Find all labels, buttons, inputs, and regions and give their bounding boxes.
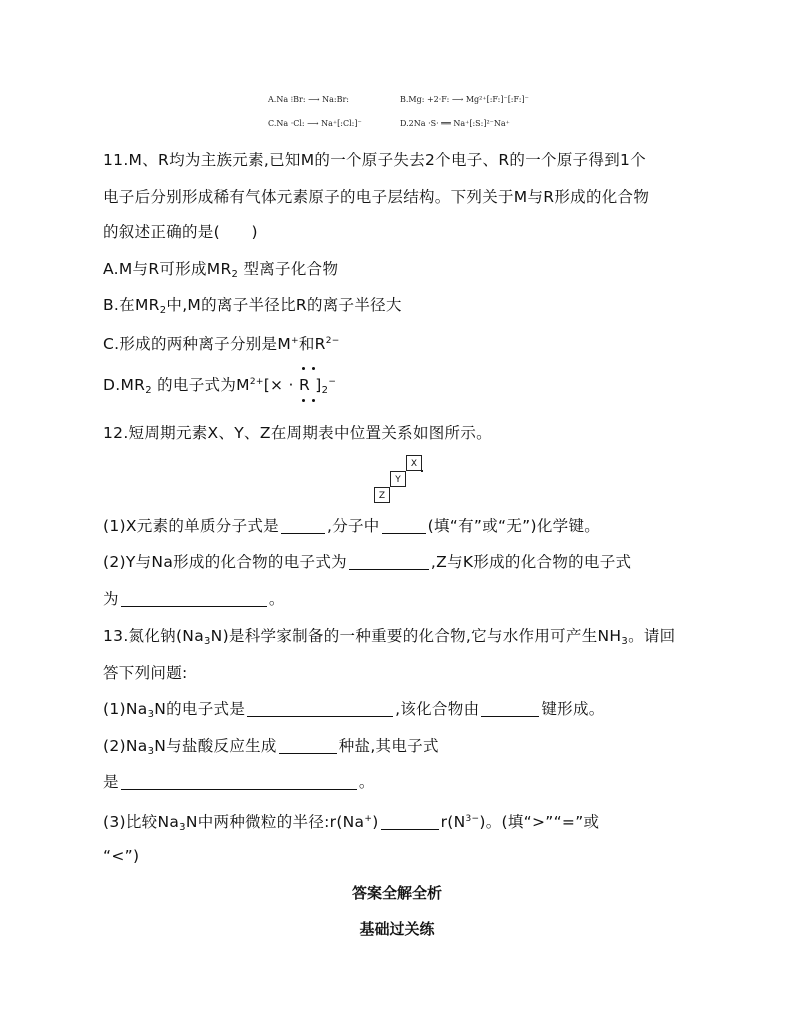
q12-part2-cont	[103, 589, 285, 609]
electron-dot	[302, 399, 305, 402]
electron-dot	[312, 367, 315, 370]
q11-option-c[interactable]	[103, 331, 340, 354]
q13-line2: 答下列问题:	[103, 664, 188, 682]
q11-option-b-tail: 中,M的离子半径比R的离子半径大	[166, 296, 402, 314]
q12-part2-a: (2)Y与Na形成的化合物的电子式为	[103, 553, 347, 571]
q13-part1	[103, 699, 605, 725]
q11-option-c-sup1: +	[291, 336, 299, 346]
q13-line1-sub: 3	[204, 636, 211, 647]
q13-part2-d: 是	[103, 773, 119, 791]
q13-part2-a: (2)Na	[103, 737, 148, 755]
q13-part2-b: N与盐酸反应生成	[154, 737, 277, 755]
q11-line3: 的叙述正确的是( )	[103, 223, 258, 241]
q12-part1	[103, 516, 600, 536]
q11-option-b-text: B.在MR	[103, 296, 160, 314]
q12-part1-a: (1)X元素的单质分子式是	[103, 517, 279, 535]
q11-option-c-sup2: 2−	[325, 336, 340, 346]
q11-option-d-sub2: 2	[321, 385, 329, 396]
option-a-formula: A.Na ⁝Br: ⟶ Na:Br:	[268, 95, 349, 104]
q11-option-d-sup: 2+	[249, 377, 264, 387]
answer-blank[interactable]	[247, 700, 393, 717]
q13-part1-d: 键形成。	[541, 700, 605, 718]
q11-option-d-sub: 2	[145, 385, 152, 396]
answer-blank[interactable]	[281, 517, 325, 534]
q12-part2-d: 。	[268, 590, 285, 608]
q13-part2	[103, 736, 439, 762]
q13-line1	[103, 626, 675, 652]
q11-option-a-tail: 型离子化合物	[243, 260, 339, 278]
q11-option-d-bracket: [× · R ]	[263, 376, 322, 394]
q13-part1-b: N的电子式是	[154, 700, 246, 718]
electron-dot	[312, 399, 315, 402]
answer-blank[interactable]	[481, 700, 539, 717]
option-b-formula: B.Mg: +2·F: ⟶ Mg²⁺[:F:]⁻[:F:]⁻	[400, 95, 529, 104]
answer-blank[interactable]	[121, 590, 267, 607]
q11-option-c-mid: 和R	[298, 335, 326, 353]
ladder-step	[421, 470, 423, 472]
answer-blank[interactable]	[382, 517, 426, 534]
q12-part2	[103, 552, 631, 572]
q13-part2-sub: 3	[147, 746, 155, 757]
answer-heading: 答案全解全析	[351, 884, 442, 902]
q13-part1-a: (1)Na	[103, 700, 148, 718]
q11-option-d-text: D.MR	[103, 376, 146, 394]
q13-part3	[103, 809, 599, 838]
q13-part2-cont	[103, 772, 375, 792]
q11-line2: 电子后分别形成稀有气体元素原子的电子层结构。下列关于M与R形成的化合物	[103, 188, 650, 206]
q11-option-d-sup2: −	[328, 377, 337, 387]
q13-part3-b: N中两种微粒的半径:r(Na	[185, 813, 365, 831]
q13-part3-cont: “<”)	[103, 847, 140, 865]
q12-part1-c: (填“有”或“无”)化学键。	[427, 517, 601, 535]
q13-part3-sub: 3	[179, 822, 186, 833]
q11-option-d-mid: 的电子式为M	[157, 376, 250, 394]
q13-part3-a: (3)比较Na	[103, 813, 180, 831]
q13-part1-c: ,该化合物由	[395, 700, 480, 718]
q11-option-c-text: C.形成的两种离子分别是M	[103, 335, 292, 353]
q11-option-a[interactable]	[103, 259, 338, 285]
q11-option-a-text: A.M与R可形成MR	[103, 260, 232, 278]
q13-part3-c: )	[372, 813, 379, 831]
q11-line1: 11.M、R均为主族元素,已知M的一个原子失去2个电子、R的一个原子得到1个	[103, 151, 646, 169]
q13-line1-c: 。请回	[628, 627, 676, 645]
q11-option-b-sub: 2	[159, 305, 167, 316]
electron-dot	[302, 367, 305, 370]
q12-part2-c: 为	[103, 590, 119, 608]
box-z: Z	[374, 487, 390, 503]
q13-part2-e: 。	[358, 773, 375, 791]
q12-part2-b: ,Z与K形成的化合物的电子式	[430, 553, 632, 571]
option-c-formula: C.Na ·Cl: ⟶ Na⁺[:Cl:]⁻	[268, 119, 362, 128]
q13-line1-a: 13.氮化钠(Na	[103, 627, 204, 645]
q13-line1-sub2: 3	[621, 636, 629, 647]
q12-line1: 12.短周期元素X、Y、Z在周期表中位置关系如图所示。	[103, 424, 492, 442]
q13-line1-b: N)是科学家制备的一种重要的化合物,它与水作用可产生NH	[210, 627, 622, 645]
q13-part3-sup: +	[364, 814, 373, 824]
q11-option-a-sub: 2	[231, 269, 239, 280]
option-d-formula: D.2Na ·S· ══ Na⁺[:S:]²⁻Na⁺	[400, 119, 510, 128]
box-y: Y	[390, 471, 406, 487]
basic-practice-heading: 基础过关练	[359, 920, 435, 938]
q13-part3-d: r(N	[440, 813, 466, 831]
answer-blank[interactable]	[381, 813, 439, 830]
q12-part1-b: ,分子中	[326, 517, 380, 535]
q13-part3-e: )。(填“>”“=”或	[479, 813, 600, 831]
q11-option-b[interactable]	[103, 295, 402, 321]
q13-part2-c: 种盐,其电子式	[338, 737, 439, 755]
q13-part3-sup2: 3−	[465, 814, 480, 824]
answer-blank[interactable]	[349, 553, 429, 570]
box-x: X	[406, 455, 422, 471]
answer-blank[interactable]	[279, 737, 337, 754]
q13-part1-sub: 3	[147, 709, 155, 720]
q11-option-d[interactable]	[103, 372, 336, 401]
answer-blank[interactable]	[121, 773, 357, 790]
